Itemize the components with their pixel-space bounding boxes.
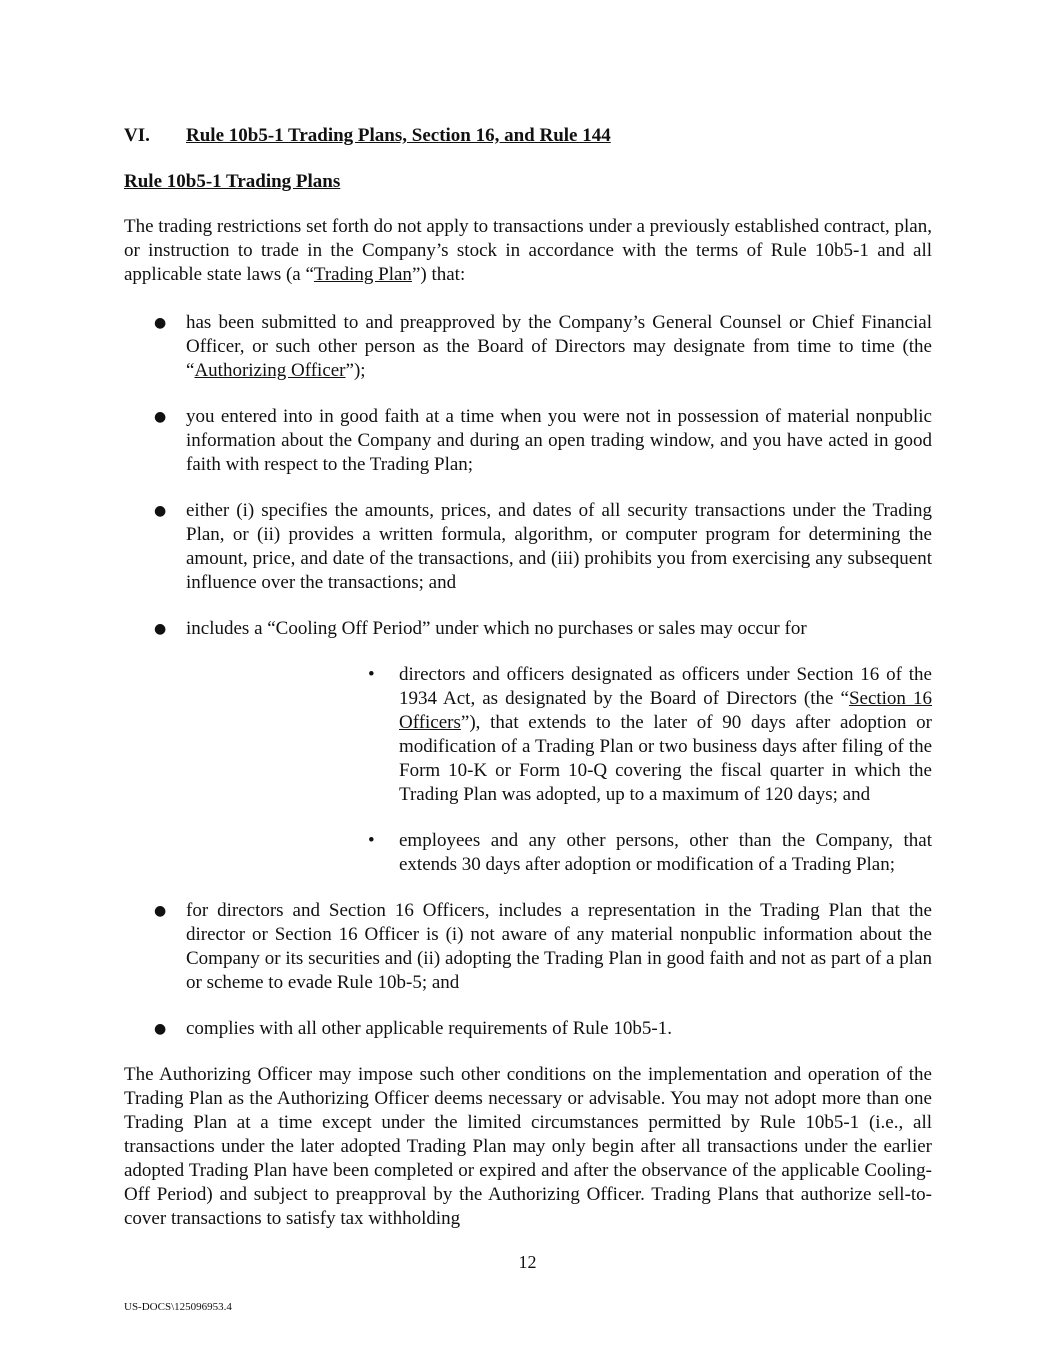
bullet-text: has been submitted to and preapproved by the Company’s General Counsel or Chief Financial Officer, or such other person as the Board of Directors may designate from time to time (the “ bbox=[186, 312, 932, 381]
bullet-icon: ● bbox=[154, 503, 167, 519]
list-item bbox=[124, 617, 932, 877]
sub-bullet-icon: • bbox=[368, 830, 375, 851]
closing-paragraph: The Authorizing Officer may impose such other conditions on the implementation and operation of the Trading Plan as the Authorizing Officer deems necessary or advisable. You may not adopt more than one Trading Plan at a time except under the limited circumstances permitted by Rule 10b5-1 (i.e., all transactions under the later adopted Trading Plan may only begin after all transactions under the earlier adopted Trading Plan have been completed or expired and after the observance of the applicable Cooling-Off Period) and subject to preapproval by the Authorizing Officer. Trading Plans that authorize sell-to-cover transactions to satisfy tax withholding bbox=[124, 1064, 932, 1229]
bullet-text: includes a “Cooling Off Period” under which no purchases or sales may occur for bbox=[186, 618, 807, 639]
sub-bullet-text-after: ”), that extends to the later of 90 days after adoption or modification of a Trading Plan or two business days after filing of the Form 10-K or Form 10-Q covering the fiscal quarter in which the Trading Plan was adopted, up to a maximum of 120 days; and bbox=[399, 712, 932, 805]
sub-bullet-text: directors and officers designated as officers under Section 16 of the 1934 Act, as designated by the Board of Directors (the “ bbox=[399, 664, 932, 709]
intro-text-before: The trading restrictions set forth do not apply to transactions under a previously established contract, plan, or instruction to trade in the Company’s stock in accordance with the terms of Rule 10b5-1 and all applicable state laws (a “ bbox=[124, 216, 932, 285]
list-item bbox=[124, 899, 932, 995]
bullet-icon: ● bbox=[154, 315, 167, 331]
section-title: Rule 10b5-1 Trading Plans, Section 16, and Rule 144 bbox=[186, 125, 611, 146]
defined-term-authorizing-officer: Authorizing Officer bbox=[194, 360, 346, 381]
bullet-text-after: ”); bbox=[345, 360, 366, 381]
bullet-icon: ● bbox=[154, 409, 167, 425]
section-heading bbox=[124, 124, 932, 148]
sub-bullet-icon: • bbox=[368, 664, 375, 685]
list-item bbox=[124, 405, 932, 477]
document-id: US-DOCS\125096953.4 bbox=[124, 1301, 232, 1313]
defined-term-section-16-officers: Section 16 Officers bbox=[399, 688, 932, 733]
bullet-text: complies with all other applicable requirements of Rule 10b5-1. bbox=[186, 1018, 672, 1039]
defined-term-trading-plan: Trading Plan bbox=[313, 264, 412, 285]
list-item bbox=[124, 311, 932, 383]
section-number: VI. bbox=[124, 125, 150, 146]
subsection-heading: Rule 10b5-1 Trading Plans bbox=[124, 171, 341, 192]
bullet-text: for directors and Section 16 Officers, includes a representation in the Trading Plan that the director or Section 16 Officer is (i) not aware of any material nonpublic information about the Company or its securities and (ii) adopting the Trading Plan in good faith and not as part of a plan or scheme to evade Rule 10b-5; and bbox=[186, 900, 932, 993]
sub-bullet-text: employees and any other persons, other than the Company, that extends 30 days after adoption or modification of a Trading Plan; bbox=[399, 830, 932, 875]
intro-text-after: ”) that: bbox=[411, 264, 466, 285]
bullet-text: you entered into in good faith at a time when you were not in possession of material nonpublic information about the Company and during an open trading window, and you have acted in good faith with respect to the Trading Plan; bbox=[186, 406, 932, 475]
sub-list-item bbox=[186, 829, 932, 877]
bullet-text: either (i) specifies the amounts, prices, and dates of all security transactions under the Trading Plan, or (ii) provides a written formula, algorithm, or computer program for determining the amount, price, and date of the transactions, and (iii) prohibits you from exercising any subsequent influence over the transactions; and bbox=[186, 500, 932, 593]
intro-paragraph bbox=[124, 215, 932, 287]
bullet-icon: ● bbox=[154, 621, 167, 637]
sub-list-item bbox=[186, 663, 932, 807]
requirements-list bbox=[124, 311, 932, 1041]
page-number: 12 bbox=[518, 1252, 537, 1272]
document-page bbox=[124, 124, 932, 1255]
bullet-icon: ● bbox=[154, 903, 167, 919]
bullet-icon: ● bbox=[154, 1021, 167, 1037]
cooling-off-sublist bbox=[186, 663, 932, 877]
list-item bbox=[124, 499, 932, 595]
list-item bbox=[124, 1017, 932, 1041]
